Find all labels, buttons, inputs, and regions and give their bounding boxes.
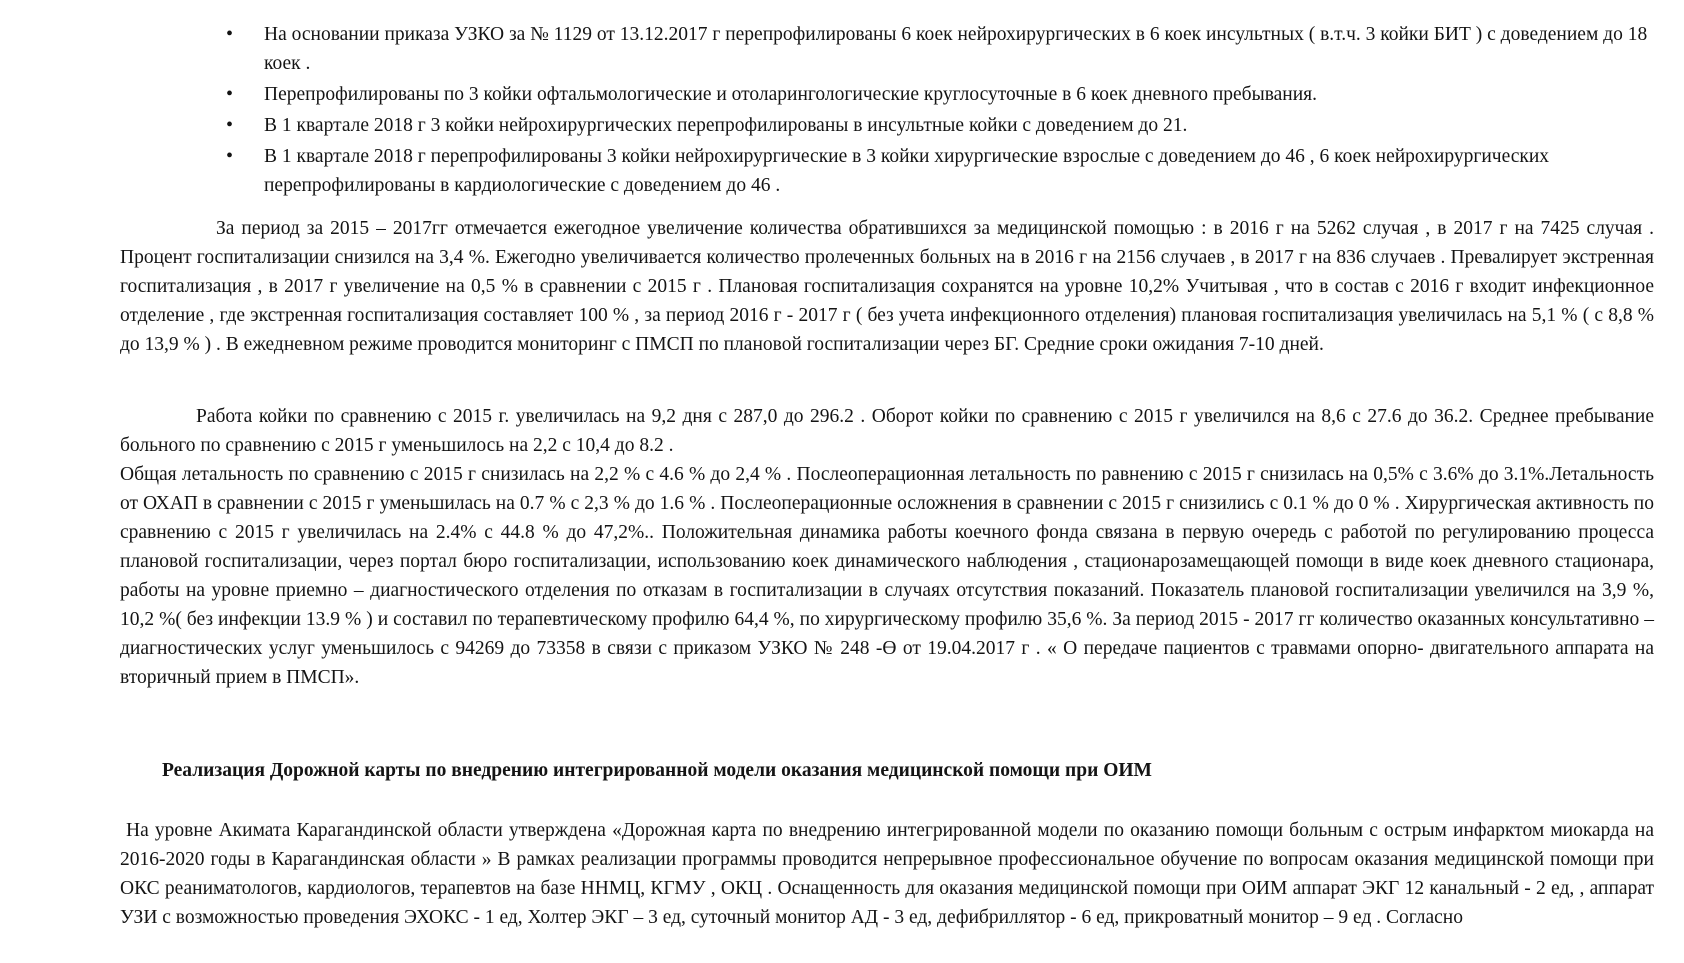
section-heading: Реализация Дорожной карты по внедрению интегрированной модели оказания медицинской помощи при ОИМ	[162, 760, 1152, 781]
bullet-list	[210, 20, 1650, 202]
bullet-item-2: • Перепрофилированы по 3 койки офтальмологические и отоларингологические круглосуточные в 6 коек дневного пребывания.	[210, 80, 1650, 109]
bullet-item-3: • В 1 квартале 2018 г 3 койки нейрохирургических перепрофилированы в инсультные койки с доведением до 21.	[210, 111, 1650, 140]
paragraph-roadmap: На уровне Акимата Карагандинской области утверждена «Дорожная карта по внедрению интегрированной модели по оказанию помощи больным с острым инфарктом миокарда на 2016-2020 годы в Карагандинская области » В рамках реализации программы проводится непрерывное профессиональное обучение по вопросам оказания медицинской помощи при ОКС реаниматологов, кардиологов, терапевтов на базе ННМЦ, КГМУ , ОКЦ . Оснащенность для оказания медицинской помощи при ОИМ аппарат ЭКГ 12 канальный - 2 ед, , аппарат УЗИ с возможностью проведения ЭХОКС - 1 ед, Холтер ЭКГ – 3 ед, суточный монитор АД - 3 ед, дефибриллятор - 6 ед, прикроватный монитор – 9 ед . Согласно	[120, 820, 1654, 928]
paragraph-bed-work: Работа койки по сравнению с 2015 г. увеличилась на 9,2 дня с 287,0 до 296.2 . Оборот койки по сравнению с 2015 г увеличился на 8,6 с 27.6 до 36.2. Среднее пребывание больного по сравнению с 2015 г уменьшилось на 2,2 с 10,4 до 8.2 .	[120, 406, 1654, 456]
bullet-item-4: • В 1 квартале 2018 г перепрофилированы 3 койки нейрохирургические в 3 койки хирургические взрослые с доведением до 46 , 6 коек нейрохирургических перепрофилированы в кардиологические с доведением до 46 .	[210, 142, 1650, 200]
paragraph-hospitalization: За период за 2015 – 2017гг отмечается ежегодное увеличение количества обратившихся за медицинской помощью : в 2016 г на 5262 случая , в 2017 г на 7425 случая . Процент госпитализации снизился на 3,4 %. Ежегодно увеличивается количество пролеченных больных на в 2016 г на 2156 случаев , в 2017 г на 836 случаев . Превалирует экстренная госпитализация , в 2017 г увеличение на 0,5 % в сравнении с 2015 г . Плановая госпитализация сохранятся на уровне 10,2% Учитывая , что в состав с 2016 г входит инфекционное отделение , где экстренная госпитализация составляет 100 % , за период 2016 г - 2017 г ( без учета инфекционного отделения) плановая госпитализация увеличилась на 5,1 % ( с 8,8 % до 13,9 % ) . В ежедневном режиме проводится мониторинг с ПМСП по плановой госпитализации через БГ. Средние сроки ожидания 7-10 дней.	[120, 218, 1654, 355]
bullet-item-1: • На основании приказа УЗКО за № 1129 от 13.12.2017 г перепрофилированы 6 коек нейрохирургических в 6 коек инсультных ( в.т.ч. 3 койки БИТ ) с доведением до 18 коек .	[210, 20, 1650, 78]
paragraph-mortality: Общая летальность по сравнению с 2015 г снизилась на 2,2 % с 4.6 % до 2,4 % . Послеоперационная летальность по равнению с 2015 г снизилась на 0,5% с 3.6% до 3.1%.Летальность от ОХАП в сравнении с 2015 г уменьшилась на 0.7 % с 2,3 % до 1.6 % . Послеоперационные осложнения в сравнении с 2015 г снизились с 0.1 % до 0 % . Хирургическая активность по сравнению с 2015 г увеличилась на 2.4% с 44.8 % до 47,2%.. Положительная динамика работы коечного фонда связана в первую очередь с работой по регулированию процесса плановой госпитализации, через портал бюро госпитализации, использованию коек динамического наблюдения , стационарозамещающей помощи в виде коек дневного стационара, работы на уровне приемно – диагностического отделения по отказам в госпитализации в случаях отсутствия показаний. Показатель плановой госпитализации увеличился на 3,9 %, 10,2 %( без инфекции 13.9 % ) и составил по терапевтическому профилю 64,4 %, по хирургическому профилю 35,6 %. За период 2015 - 2017 гг количество оказанных консультативно – диагностических услуг уменьшилось с 94269 до 73358 в связи с приказом УЗКО № 248 -Ө от 19.04.2017 г . « О передаче пациентов с травмами опорно- двигательного аппарата на вторичный прием в ПМСП».	[120, 464, 1654, 688]
